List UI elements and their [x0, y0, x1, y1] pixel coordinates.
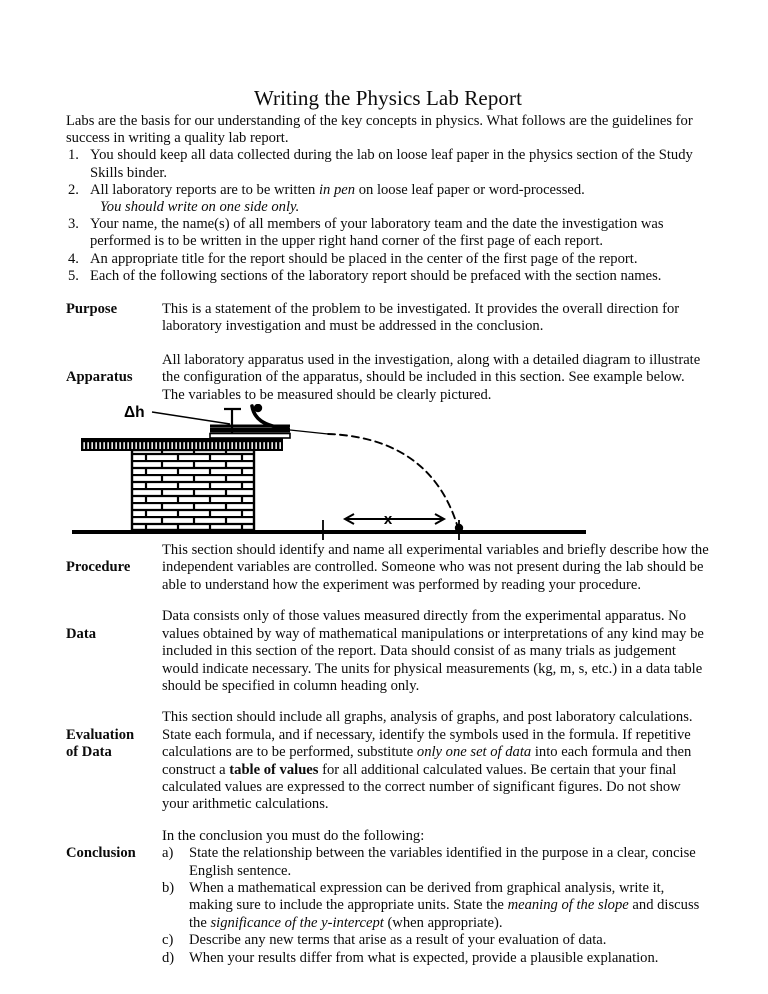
list-item [162, 845, 710, 880]
list-item [162, 932, 710, 949]
section-body-apparatus [162, 352, 710, 404]
section-apparatus [66, 352, 710, 404]
list-item [162, 950, 710, 967]
conclusion-intro: In the conclusion you must do the following: [162, 827, 425, 844]
list-item-text: Each of the following sections of the laboratory report should be prefaced with the section names. [90, 267, 662, 284]
evaluation-bold-1: table of values [229, 761, 319, 778]
evaluation-part-2: into each formula and then construct a [162, 744, 692, 778]
section-paragraph: This section should identify and name all experimental variables and briefly describe how the independent variables are controlled. Someone who was not present during the lab should be able to understand how the experiment was performed by reading your procedure. [162, 542, 709, 593]
list-item [66, 147, 710, 181]
projectile-apparatus-figure [66, 404, 710, 542]
delta-h-leader-line [152, 412, 230, 424]
list-item [66, 251, 710, 268]
list-item-text: You should keep all data collected during the lab on loose leaf paper in the physics section of the Study Skills binder. [90, 147, 693, 181]
section-body-evaluation [162, 709, 710, 813]
section-paragraph [162, 709, 710, 813]
section-conclusion [66, 828, 710, 967]
list-item-text: Your name, the name(s) of all members of your laboratory team and the date the investigation was performed is to be written in the upper right hand corner of the first page of each report. [90, 216, 664, 250]
section-label-apparatus: Apparatus [66, 369, 133, 386]
spacer [66, 285, 710, 301]
list-item-text-before: All laboratory reports are to be written [90, 181, 319, 198]
list-item-italic-note: You should write on one side only. [100, 199, 300, 216]
list-item-text: When your results differ from what is expected, provide a plausible explanation. [189, 949, 659, 966]
section-label-procedure: Procedure [66, 559, 131, 576]
list-item-text: Describe any new terms that arise as a result of your evaluation of data. [189, 932, 607, 949]
section-procedure [66, 542, 710, 594]
list-item [66, 268, 710, 285]
list-item-part-2: and discuss the [189, 897, 700, 931]
list-item-emphasis: in pen [318, 181, 356, 198]
list-item-text-after: on loose leaf paper or word-processed. [355, 181, 585, 198]
list-item-text: State the relationship between the variables identified in the purpose in a clear, concise English sentence. [189, 845, 696, 879]
projectile-trajectory [328, 434, 458, 528]
list-item-emphasis-2: significance of the y-intercept [210, 914, 384, 931]
section-evaluation-of-data [66, 709, 710, 813]
intro-paragraph: Labs are the basis for our understanding of the key concepts in physics. What follows are the guidelines for success in writing a quality lab report. [66, 113, 693, 147]
apparatus-diagram-svg [66, 404, 710, 542]
section-data [66, 608, 710, 695]
brick-pillar [132, 450, 254, 530]
section-label-line-1: Evaluation [66, 726, 135, 743]
evaluation-emphasis-1: only one set of data [416, 744, 532, 761]
document-content [66, 86, 710, 967]
list-item [66, 216, 710, 250]
list-item-number: 2. [68, 181, 79, 198]
section-label-conclusion: Conclusion [66, 845, 136, 862]
section-paragraph: Data consists only of those values measured directly from the experimental apparatus. No values obtained by way of mathematical manipulations or interpretations of any kind may be included in this section of the report. Data should consist of as many trials as judgement would indicate necessary. The units for physical measurements (kg, m, s, etc.) in a data table should be specified in column heading only. [162, 608, 704, 694]
range-dimension-arrow [345, 514, 444, 524]
spacer [66, 336, 710, 352]
list-item-letter: d) [162, 949, 175, 966]
list-item-text: An appropriate title for the report should be placed in the center of the first page of the report. [90, 250, 638, 267]
list-item-letter: b) [162, 879, 175, 896]
section-purpose [66, 301, 710, 336]
launch-point-leader-line [290, 430, 328, 434]
list-item-number: 3. [68, 216, 79, 233]
section-label-evaluation [66, 727, 162, 762]
spacer [66, 594, 710, 608]
page-title: Writing the Physics Lab Report [253, 86, 523, 110]
section-body-procedure [162, 542, 710, 594]
guidelines-list [66, 147, 710, 285]
evaluation-part-3: for all additional calculated values. Be certain that your final calculated values are expressed to the correct number of significant figures. Do not show your arithmetic calculations. [162, 761, 681, 813]
spacer [66, 695, 710, 709]
table-top [82, 439, 282, 450]
section-label-data: Data [66, 625, 96, 642]
section-paragraph: This is a statement of the problem to be investigated. It provides the overall direction for laboratory investigation and must be addressed in the conclusion. [162, 301, 680, 335]
range-x-label: x [383, 511, 393, 529]
delta-h-label: Δh [124, 404, 145, 422]
section-paragraph: All laboratory apparatus used in the investigation, along with a detailed diagram to illustrate the configuration of the apparatus, should be included in this section. See example below. The variables to be measured should be clearly pictured. [162, 351, 701, 403]
evaluation-part-1: This section should include all graphs, analysis of graphs, and post laboratory calculations. State each formula, and if necessary, identify the symbols used in the formula. If repetitive calculations are to be performed, substitute [162, 709, 693, 761]
list-item-number: 5. [68, 267, 79, 284]
section-label-line-2: of Data [66, 744, 112, 761]
spacer [66, 814, 710, 828]
list-item-letter: a) [162, 845, 174, 862]
list-item [162, 880, 710, 932]
list-item-number: 4. [68, 250, 79, 267]
list-item-part-1: When a mathematical expression can be derived from graphical analysis, write it, making sure to include the appropriate units. State the [189, 879, 665, 914]
section-label-purpose: Purpose [66, 301, 118, 318]
list-item-part-3: (when appropriate). [383, 914, 503, 931]
list-item [66, 182, 710, 216]
ball-at-ramp-top [254, 404, 262, 412]
section-body-conclusion [162, 828, 710, 967]
list-item-emphasis-1: meaning of the slope [507, 897, 629, 914]
section-body-purpose [162, 301, 710, 336]
conclusion-sublist [162, 845, 710, 967]
list-item-letter: c) [162, 932, 174, 949]
list-item-number: 1. [68, 147, 79, 164]
section-body-data [162, 608, 710, 695]
